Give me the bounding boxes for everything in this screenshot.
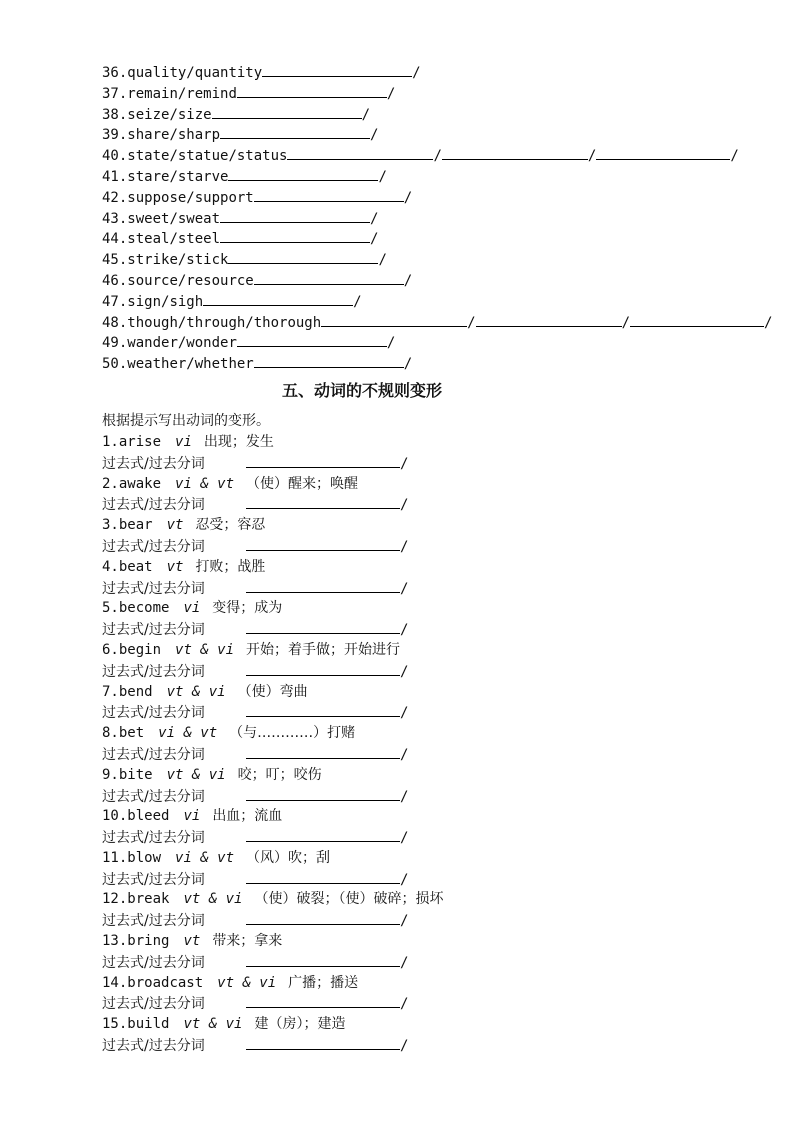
pair-row xyxy=(102,166,722,187)
verb-form-row xyxy=(102,619,722,640)
verb-number: 12. xyxy=(102,891,128,908)
answer-blank[interactable] xyxy=(246,952,400,967)
form-label: 过去式/过去分词 xyxy=(102,705,205,722)
verb-word: bite xyxy=(118,766,153,783)
form-label: 过去式/过去分词 xyxy=(102,622,205,639)
pair-number: 50. xyxy=(102,356,128,373)
part-of-speech: vi & vt xyxy=(158,725,218,742)
verb-meaning: 出血；流血 xyxy=(212,808,283,825)
part-of-speech: vt & vi xyxy=(183,891,243,908)
verb-row xyxy=(102,765,722,786)
pair-words: sweet/sweat xyxy=(127,210,221,227)
pair-number: 44. xyxy=(102,231,128,248)
separator-slash: / xyxy=(467,314,476,331)
verb-row xyxy=(102,682,722,703)
verb-word: break xyxy=(127,891,170,908)
answer-blank[interactable] xyxy=(287,145,433,160)
answer-blank[interactable] xyxy=(228,249,378,264)
verb-form-row xyxy=(102,536,722,557)
answer-blank[interactable] xyxy=(246,993,400,1008)
verb-number: 15. xyxy=(102,1016,128,1033)
verb-form-row xyxy=(102,702,722,723)
answer-blank[interactable] xyxy=(596,145,730,160)
pair-row xyxy=(102,249,722,270)
verb-number: 3. xyxy=(102,517,119,534)
pair-number: 40. xyxy=(102,148,128,165)
verb-word: bet xyxy=(118,725,145,742)
separator-slash: / xyxy=(400,913,409,930)
verb-row xyxy=(102,432,722,453)
form-label: 过去式/过去分词 xyxy=(102,996,205,1013)
pair-row xyxy=(102,332,722,353)
verb-meaning: 广播；播送 xyxy=(288,974,359,991)
verb-number: 1. xyxy=(102,433,119,450)
pair-row xyxy=(102,83,722,104)
verb-meaning: 开始；着手做；开始进行 xyxy=(246,641,401,658)
verb-form-row xyxy=(102,910,722,931)
form-label: 过去式/过去分词 xyxy=(102,1038,205,1055)
part-of-speech: vt & vi xyxy=(183,1016,243,1033)
separator-slash: / xyxy=(412,65,421,81)
pair-words: strike/stick xyxy=(127,252,229,269)
verb-meaning: （使）破裂；（使）破碎；损坏 xyxy=(254,891,444,908)
verb-form-row xyxy=(102,453,722,474)
answer-blank[interactable] xyxy=(246,578,400,593)
separator-slash: / xyxy=(386,335,396,352)
verb-row xyxy=(102,515,722,536)
separator-slash: / xyxy=(400,580,409,597)
part-of-speech: vt & vi xyxy=(217,974,277,991)
verb-meaning: 出现；发生 xyxy=(203,433,274,450)
verb-row xyxy=(102,1014,722,1035)
part-of-speech: vi & vt xyxy=(175,475,235,492)
verb-word: beat xyxy=(118,558,153,575)
separator-slash: / xyxy=(403,189,413,206)
verb-form-row xyxy=(102,744,722,765)
verb-meaning: 忍受；容忍 xyxy=(195,517,266,534)
answer-blank[interactable] xyxy=(246,910,400,925)
irregular-verbs-list xyxy=(102,432,722,1056)
form-label: 过去式/过去分词 xyxy=(102,913,205,930)
form-label: 过去式/过去分词 xyxy=(102,830,205,847)
part-of-speech: vi xyxy=(175,433,192,450)
verb-meaning: 咬；叮；咬伤 xyxy=(237,766,322,783)
answer-blank[interactable] xyxy=(630,312,764,327)
verb-form-row xyxy=(102,1035,722,1056)
answer-blank[interactable] xyxy=(246,494,400,509)
form-label: 过去式/过去分词 xyxy=(102,746,205,763)
verb-form-row xyxy=(102,661,722,682)
answer-blank[interactable] xyxy=(220,124,370,139)
verb-row xyxy=(102,931,722,952)
separator-slash: / xyxy=(764,314,773,331)
pair-row xyxy=(102,145,739,166)
confusable-words-list xyxy=(102,62,773,374)
pair-words: share/sharp xyxy=(127,127,221,144)
pair-words: weather/whether xyxy=(127,356,254,373)
answer-blank[interactable] xyxy=(246,453,400,468)
pair-row xyxy=(102,62,722,83)
answer-blank[interactable] xyxy=(237,332,387,347)
answer-blank[interactable] xyxy=(262,62,412,77)
separator-slash: / xyxy=(403,356,413,373)
verb-row xyxy=(102,723,722,744)
answer-blank[interactable] xyxy=(246,536,400,551)
answer-blank[interactable] xyxy=(228,166,378,181)
verb-row xyxy=(102,557,722,578)
form-label: 过去式/过去分词 xyxy=(102,538,205,555)
pair-row xyxy=(102,187,722,208)
pair-number: 49. xyxy=(102,335,128,352)
verb-word: bleed xyxy=(127,808,170,825)
pair-words: stare/starve xyxy=(127,168,229,185)
separator-slash: / xyxy=(400,954,409,971)
form-label: 过去式/过去分词 xyxy=(102,871,205,888)
separator-slash: / xyxy=(370,231,379,248)
separator-slash: / xyxy=(400,705,409,722)
verb-form-row xyxy=(102,869,722,890)
pair-row xyxy=(102,270,722,291)
verb-meaning: 变得；成为 xyxy=(212,600,283,617)
verb-number: 13. xyxy=(102,933,128,950)
pair-words: wander/wonder xyxy=(127,335,237,352)
answer-blank[interactable] xyxy=(246,869,400,884)
answer-blank[interactable] xyxy=(220,228,370,243)
instruction-text: 根据提示写出动词的变形。 xyxy=(102,412,270,429)
separator-slash: / xyxy=(400,788,409,805)
answer-blank[interactable] xyxy=(246,1035,400,1050)
verb-form-row xyxy=(102,993,722,1014)
part-of-speech: vi xyxy=(183,808,201,825)
pair-number: 36. xyxy=(102,65,128,81)
worksheet-page xyxy=(102,62,773,1056)
verb-row xyxy=(102,889,722,910)
verb-word: arise xyxy=(118,433,162,450)
pair-row xyxy=(102,353,722,374)
pair-words: though/through/thorough xyxy=(127,314,322,331)
verb-meaning: （风）吹；刮 xyxy=(246,849,331,866)
pair-row xyxy=(102,312,773,333)
pair-number: 41. xyxy=(102,168,128,185)
answer-blank[interactable] xyxy=(220,208,370,223)
verb-form-row xyxy=(102,827,722,848)
form-label: 过去式/过去分词 xyxy=(102,663,205,680)
answer-blank[interactable] xyxy=(246,702,400,717)
pair-row xyxy=(102,291,722,312)
verb-number: 8. xyxy=(102,725,119,742)
separator-slash: / xyxy=(621,314,631,331)
part-of-speech: vi xyxy=(183,600,201,617)
pair-row xyxy=(102,104,722,125)
separator-slash: / xyxy=(400,746,409,763)
separator-slash: / xyxy=(370,127,379,144)
pair-number: 39. xyxy=(102,127,128,144)
verb-word: awake xyxy=(118,475,162,492)
pair-row xyxy=(102,228,722,249)
verb-word: bring xyxy=(127,933,170,950)
answer-blank[interactable] xyxy=(246,744,400,759)
pair-words: sign/sigh xyxy=(127,293,204,310)
verb-meaning: （使）弯曲 xyxy=(237,683,308,700)
verb-form-row xyxy=(102,494,722,515)
verb-row xyxy=(102,598,722,619)
answer-blank[interactable] xyxy=(476,312,622,327)
separator-slash: / xyxy=(386,85,396,102)
verb-word: blow xyxy=(127,849,162,866)
separator-slash: / xyxy=(378,252,387,269)
part-of-speech: vt & vi xyxy=(175,641,235,658)
section-title: 五、动词的不规则变形 xyxy=(281,380,442,400)
answer-blank[interactable] xyxy=(254,187,404,202)
verb-number: 9. xyxy=(102,766,119,783)
verb-meaning: （使）醒来；唤醒 xyxy=(246,475,359,492)
verb-meaning: 建（房）；建造 xyxy=(254,1016,346,1033)
verb-number: 14. xyxy=(102,974,128,991)
verb-word: become xyxy=(118,600,170,617)
form-label: 过去式/过去分词 xyxy=(102,497,205,514)
separator-slash: / xyxy=(400,622,409,639)
verb-number: 4. xyxy=(102,558,119,575)
verb-number: 11. xyxy=(102,849,128,866)
pair-number: 45. xyxy=(102,252,128,269)
separator-slash: / xyxy=(400,996,409,1013)
verb-form-row xyxy=(102,952,722,973)
pair-words: quality/quantity xyxy=(127,65,263,81)
part-of-speech: vt xyxy=(183,933,201,950)
pair-number: 47. xyxy=(102,293,128,310)
answer-blank[interactable] xyxy=(246,827,400,842)
pair-number: 43. xyxy=(102,210,128,227)
separator-slash: / xyxy=(400,455,409,472)
pair-number: 37. xyxy=(102,85,128,102)
verb-number: 6. xyxy=(102,641,119,658)
separator-slash: / xyxy=(400,497,409,514)
separator-slash: / xyxy=(587,148,597,165)
verb-meaning: 带来；拿来 xyxy=(212,933,283,950)
verb-form-row xyxy=(102,786,722,807)
part-of-speech: vi & vt xyxy=(175,849,235,866)
verb-row xyxy=(102,474,722,495)
separator-slash: / xyxy=(400,871,409,888)
verb-row xyxy=(102,973,722,994)
separator-slash: / xyxy=(400,1038,409,1055)
answer-blank[interactable] xyxy=(254,270,404,285)
verb-word: begin xyxy=(118,641,162,658)
separator-slash: / xyxy=(361,106,371,123)
verb-number: 10. xyxy=(102,808,128,825)
separator-slash: / xyxy=(730,148,739,165)
pair-words: suppose/support xyxy=(127,189,254,206)
answer-blank[interactable] xyxy=(246,786,400,801)
form-label: 过去式/过去分词 xyxy=(102,580,205,597)
separator-slash: / xyxy=(433,148,442,165)
pair-number: 48. xyxy=(102,314,128,331)
part-of-speech: vt xyxy=(166,558,184,575)
answer-blank[interactable] xyxy=(442,145,588,160)
form-label: 过去式/过去分词 xyxy=(102,788,205,805)
part-of-speech: vt & vi xyxy=(166,683,226,700)
pair-number: 46. xyxy=(102,272,128,289)
pair-words: steal/steel xyxy=(127,231,221,248)
verb-number: 5. xyxy=(102,600,119,617)
pair-row xyxy=(102,208,722,229)
pair-words: source/resource xyxy=(127,272,254,289)
verb-row xyxy=(102,640,722,661)
verb-row xyxy=(102,848,722,869)
pair-number: 42. xyxy=(102,189,128,206)
part-of-speech: vt xyxy=(166,517,184,534)
answer-blank[interactable] xyxy=(321,312,467,327)
form-label: 过去式/过去分词 xyxy=(102,954,205,971)
verb-form-row xyxy=(102,578,722,599)
separator-slash: / xyxy=(400,663,409,680)
answer-blank[interactable] xyxy=(254,353,404,368)
separator-slash: / xyxy=(353,293,362,310)
pair-words: state/statue/status xyxy=(127,148,288,165)
verb-word: broadcast xyxy=(127,974,204,991)
separator-slash: / xyxy=(403,272,413,289)
pair-number: 38. xyxy=(102,106,128,123)
pair-words: seize/size xyxy=(127,106,212,123)
verb-number: 2. xyxy=(102,475,119,492)
separator-slash: / xyxy=(400,538,409,555)
verb-meaning: （与…………）打赌 xyxy=(229,725,356,742)
answer-blank[interactable] xyxy=(237,83,387,98)
separator-slash: / xyxy=(378,168,387,185)
answer-blank[interactable] xyxy=(203,291,353,306)
answer-blank[interactable] xyxy=(246,661,400,676)
verb-word: bear xyxy=(118,517,153,534)
answer-blank[interactable] xyxy=(246,619,400,634)
verb-row xyxy=(102,806,722,827)
verb-word: bend xyxy=(118,683,153,700)
pair-words: remain/remind xyxy=(127,85,237,102)
verb-number: 7. xyxy=(102,683,119,700)
separator-slash: / xyxy=(400,830,409,847)
answer-blank[interactable] xyxy=(212,104,362,119)
part-of-speech: vt & vi xyxy=(166,766,226,783)
form-label: 过去式/过去分词 xyxy=(102,455,205,472)
pair-row xyxy=(102,124,722,145)
verb-meaning: 打败；战胜 xyxy=(195,558,266,575)
verb-word: build xyxy=(127,1016,170,1033)
separator-slash: / xyxy=(370,210,379,227)
